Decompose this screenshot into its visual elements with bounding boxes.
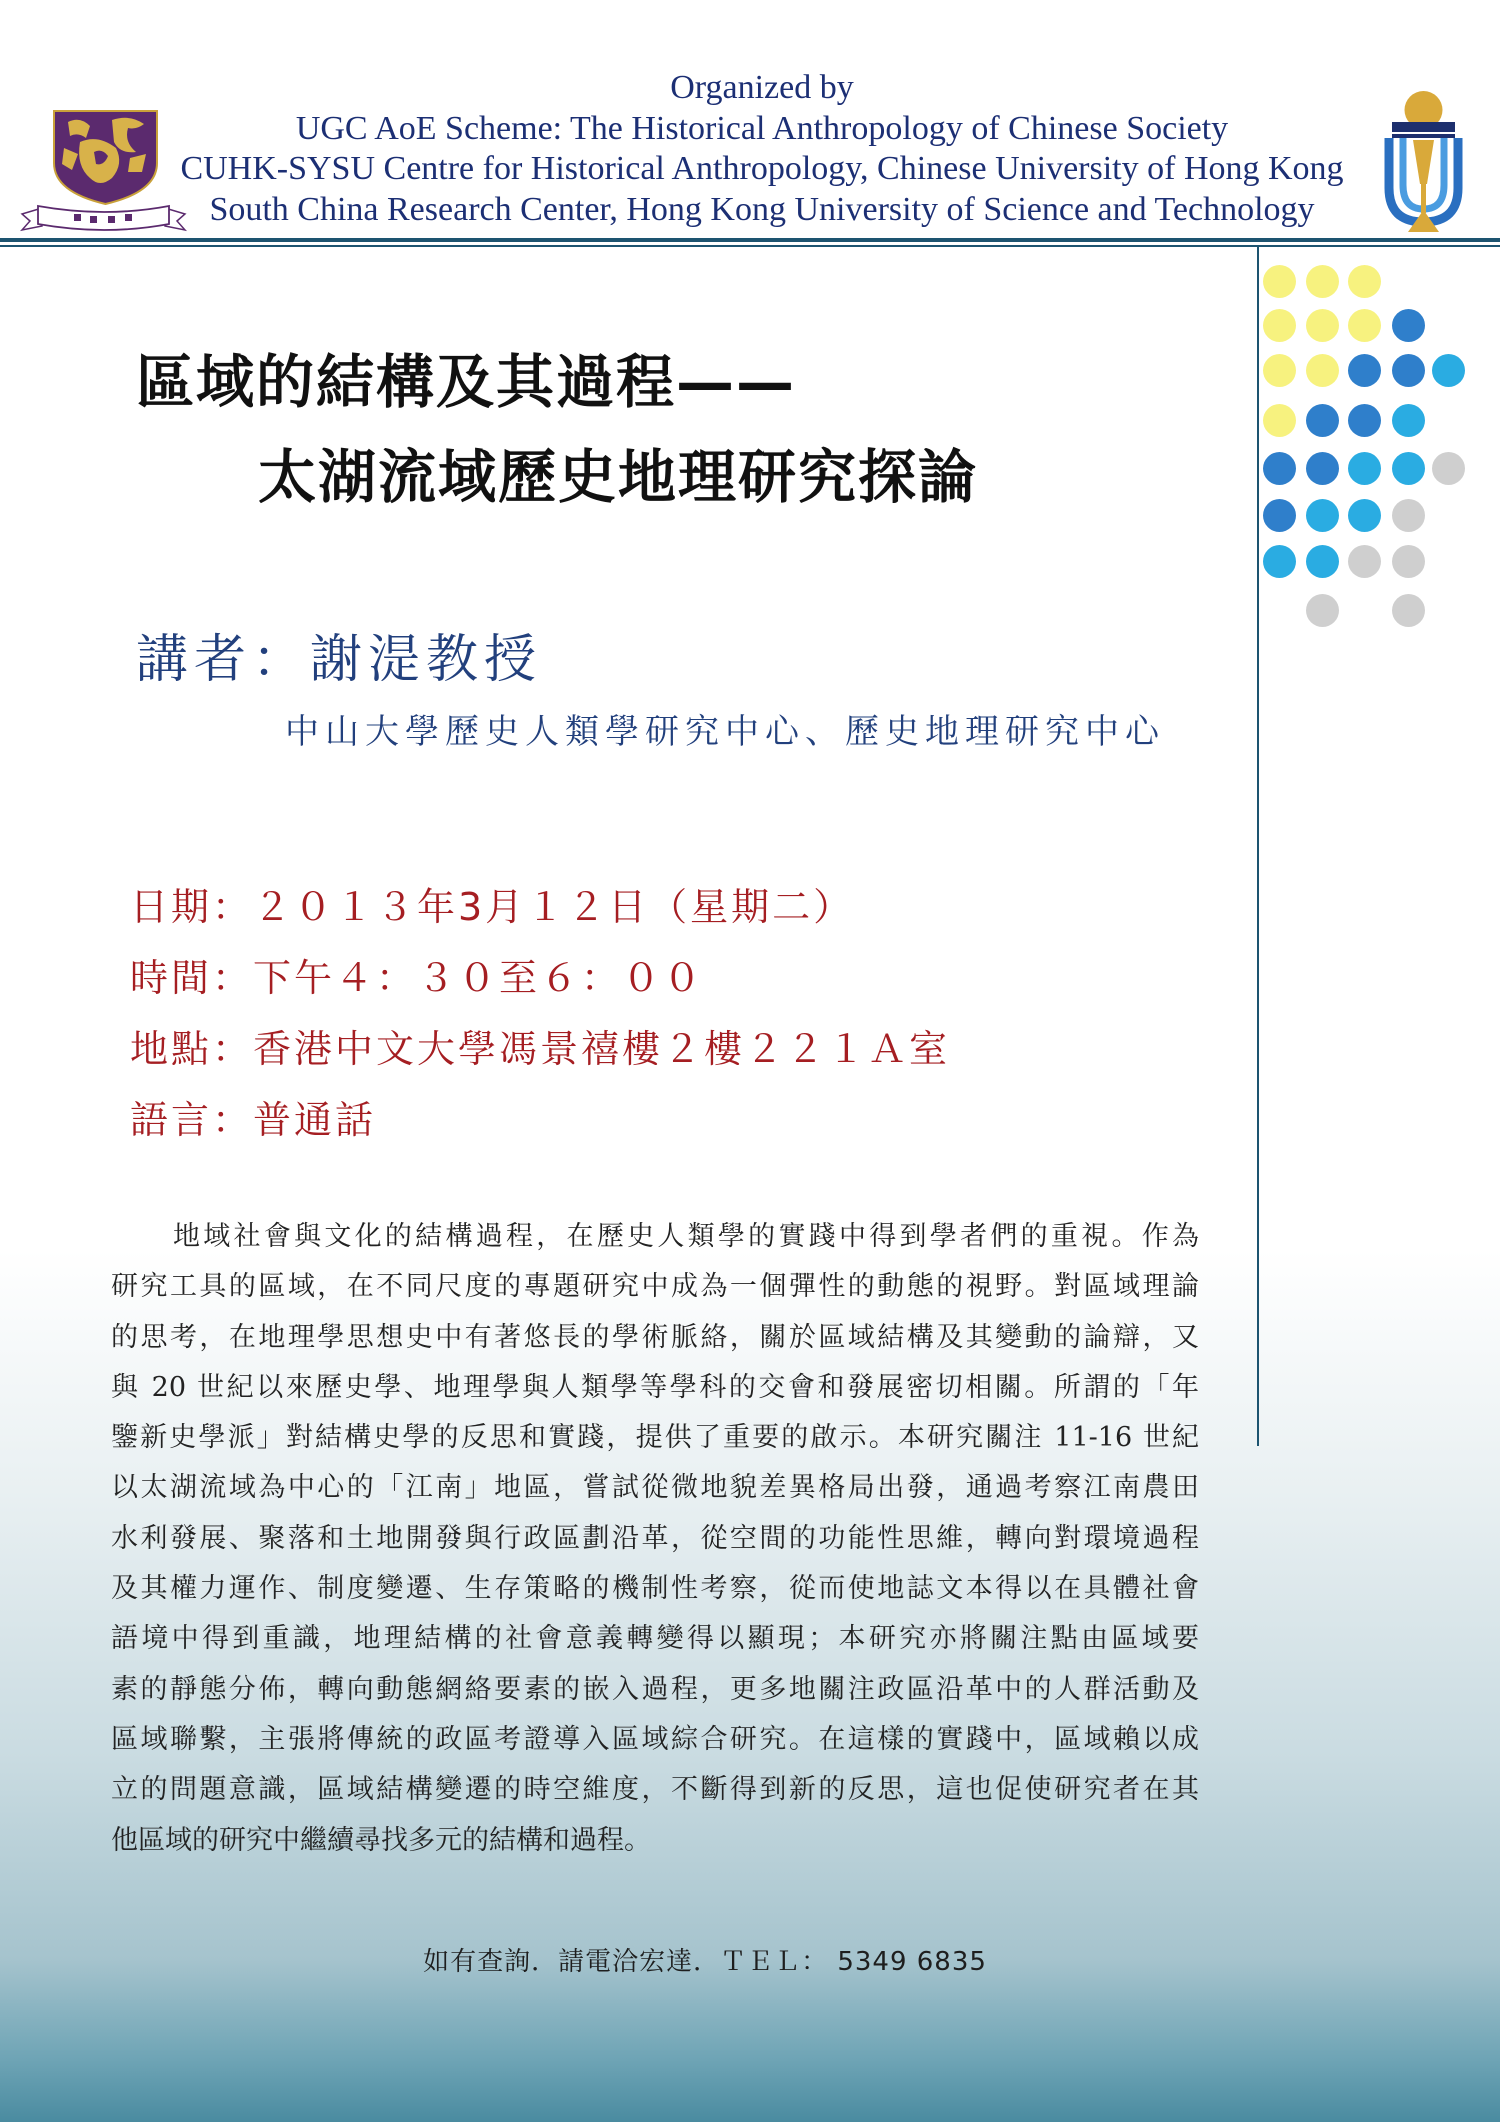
contact-info: 如有查詢．請電洽宏達．ＴＥＬ： 5349 6835 xyxy=(423,1947,987,1977)
decor-dot xyxy=(1348,404,1381,437)
abstract-line: 鑒新史學派」對結構史學的反思和實踐，提供了重要的啟示。本研究關注 11-16 世紀 xyxy=(111,1422,1199,1454)
abstract-paragraph xyxy=(111,1212,1199,1866)
decor-dot xyxy=(1348,265,1381,298)
speaker-label: 講者：謝湜教授 xyxy=(136,630,543,690)
decor-dot xyxy=(1306,354,1339,387)
event-venue: 地點：香港中文大學馮景禧樓２樓２２１Ａ室 xyxy=(130,1027,951,1071)
abstract-line: 語境中得到重識，地理結構的社會意義轉變得以顯現；本研究亦將關注點由區域要 xyxy=(111,1623,1199,1655)
organizer-block xyxy=(150,68,1374,230)
decor-dot xyxy=(1348,545,1381,578)
header-rule xyxy=(0,238,1500,242)
decor-dot xyxy=(1348,354,1381,387)
lecture-title-line-2: 太湖流域歷史地理研究探論 xyxy=(258,443,979,511)
decor-dot xyxy=(1392,499,1425,532)
abstract-line: 立的問題意識，區域結構變遷的時空維度，不斷得到新的反思，這也促使研究者在其 xyxy=(111,1774,1199,1806)
organizer-line: UGC AoE Scheme: The Historical Anthropology of Chinese Society xyxy=(295,109,1229,147)
decor-dot xyxy=(1306,499,1339,532)
abstract-line: 水利發展、聚落和土地開發與行政區劃沿革，從空間的功能性思維，轉向對環境過程 xyxy=(111,1522,1199,1554)
decor-dot xyxy=(1263,452,1296,485)
decor-dot xyxy=(1392,309,1425,342)
abstract-line: 的思考，在地理學思想史中有著悠長的學術脈絡，關於區域結構及其變動的論辯，又 xyxy=(111,1321,1199,1353)
decor-dot xyxy=(1306,545,1339,578)
vertical-rule xyxy=(1257,247,1259,1446)
decor-dot xyxy=(1306,594,1339,627)
decor-dot xyxy=(1263,309,1296,342)
decor-dot xyxy=(1263,354,1296,387)
decor-dot xyxy=(1263,499,1296,532)
organized-by-label: Organized by xyxy=(670,69,854,106)
abstract-line: 及其權力運作、制度變遷、生存策略的機制性考察，從而使地誌文本得以在具體社會 xyxy=(111,1573,1199,1605)
organizer-line: South China Research Center, Hong Kong University of Science and Technology xyxy=(209,190,1315,228)
decor-dot xyxy=(1263,545,1296,578)
abstract-line: 以太湖流域為中心的「江南」地區，嘗試從微地貌差異格局出發，通過考察江南農田 xyxy=(111,1472,1199,1504)
decor-dot xyxy=(1306,265,1339,298)
decor-dot xyxy=(1392,354,1425,387)
abstract-line: 與 20 世紀以來歷史學、地理學與人類學等學科的交會和發展密切相關。所謂的「年 xyxy=(111,1371,1199,1403)
decor-dot xyxy=(1392,452,1425,485)
decor-dot xyxy=(1263,404,1296,437)
decor-dot xyxy=(1348,452,1381,485)
decor-dot xyxy=(1432,354,1465,387)
event-time: 時間：下午４：３０至６：００ xyxy=(130,956,705,1000)
abstract-line: 研究工具的區域，在不同尺度的專題研究中成為一個彈性的動態的視野。對區域理論 xyxy=(111,1271,1199,1303)
abstract-line: 地域社會與文化的結構過程，在歷史人類學的實踐中得到學者們的重視。作為 xyxy=(173,1221,1199,1252)
decor-dot xyxy=(1263,265,1296,298)
decor-dot xyxy=(1392,594,1425,627)
event-details xyxy=(130,872,950,1156)
hkust-logo-icon xyxy=(1380,88,1467,233)
abstract-line: 區域聯繫，主張將傳統的政區考證導入區域綜合研究。在這樣的實踐中，區域賴以成 xyxy=(111,1723,1199,1755)
speaker-affiliation: 中山大學歷史人類學研究中心、歷史地理研究中心 xyxy=(285,712,1165,752)
decor-dot xyxy=(1306,309,1339,342)
header-rule-thin xyxy=(0,245,1500,247)
decor-dot xyxy=(1392,545,1425,578)
event-date: 日期：２０１３年3月１２日（星期二） xyxy=(130,885,855,929)
decor-dot xyxy=(1306,404,1339,437)
decor-dot xyxy=(1432,452,1465,485)
decor-dot xyxy=(1348,309,1381,342)
lecture-title-line-1: 區域的結構及其過程—— xyxy=(136,348,797,416)
abstract-line: 他區域的研究中繼續尋找多元的結構和過程。 xyxy=(111,1824,651,1856)
event-language: 語言：普通話 xyxy=(130,1098,377,1142)
decor-dot xyxy=(1348,499,1381,532)
decor-dot xyxy=(1306,452,1339,485)
decor-dot xyxy=(1392,404,1425,437)
abstract-line: 素的靜態分佈，轉向動態網絡要素的嵌入過程，更多地關注政區沿革中的人群活動及 xyxy=(111,1673,1199,1705)
organizer-line: CUHK-SYSU Centre for Historical Anthropology, Chinese University of Hong Kong xyxy=(180,150,1344,187)
